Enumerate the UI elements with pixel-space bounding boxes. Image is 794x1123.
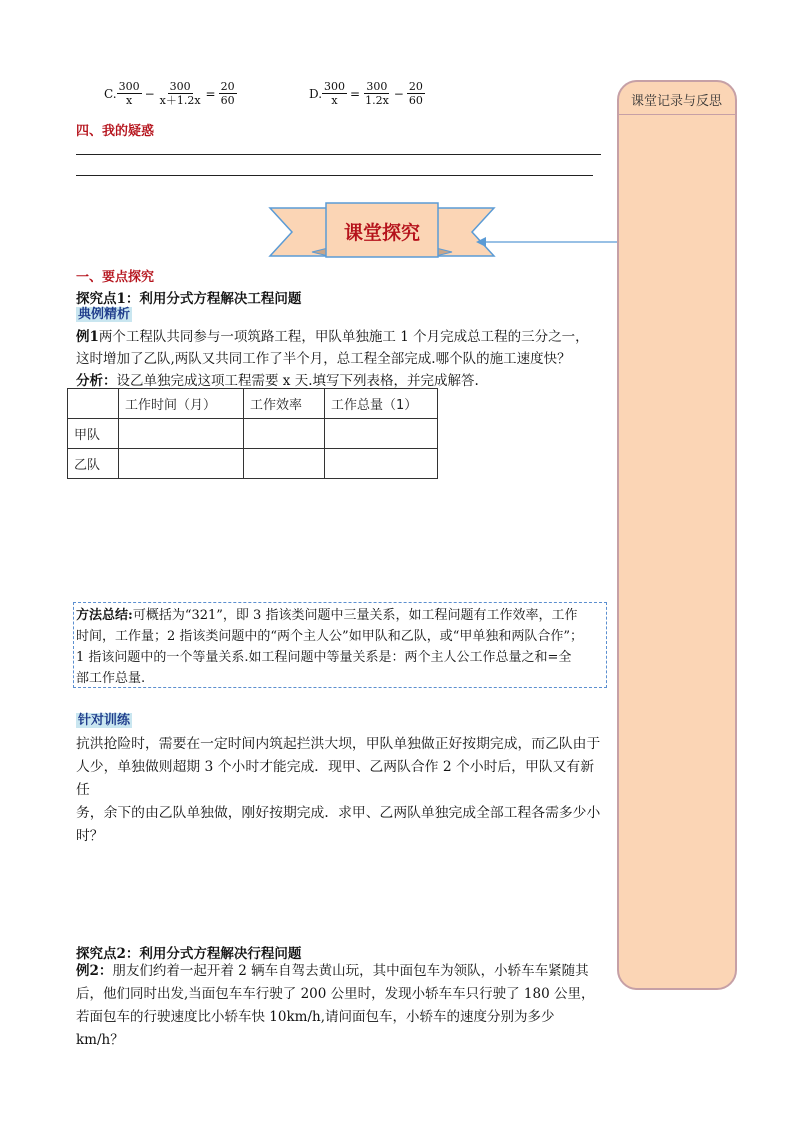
table-cell[interactable] <box>244 419 325 449</box>
sidebar-divider <box>619 114 735 115</box>
method-summary <box>76 605 606 689</box>
example2 <box>76 960 606 1052</box>
probe2-title: 探究点2：利用分式方程解决行程问题 <box>76 946 302 962</box>
table-cell[interactable] <box>325 419 438 449</box>
analysis-text: 设乙单独完成这项工程需要 x 天.填写下列表格，并完成解答. <box>116 373 479 389</box>
table-cell: 乙队 <box>68 449 119 479</box>
fraction <box>363 80 391 107</box>
table-cell[interactable] <box>325 449 438 479</box>
fraction <box>117 80 142 107</box>
banner-ribbon-left <box>270 208 328 256</box>
example2-line <box>76 960 606 983</box>
example-label: 例2： <box>76 963 113 979</box>
example1-text: 两个工程队共同参与一项筑路工程，甲队单独施工 1 个月完成总工程的三分之一， <box>98 329 589 345</box>
arrow <box>472 232 622 252</box>
tag-example <box>76 307 132 322</box>
banner <box>268 200 496 264</box>
table-header-cell: 工作总量（1） <box>325 389 438 419</box>
training-text: 务，余下的由乙队单独做，刚好按期完成．求甲、乙两队单独完成全部工程各需多少小 <box>76 805 601 821</box>
numerator: 20 <box>408 80 423 93</box>
operator: = <box>205 86 216 101</box>
method-label: 方法总结: <box>76 608 133 623</box>
numerator: 20 <box>220 80 235 93</box>
option-d <box>309 80 425 107</box>
method-text: 1 指该问题中的一个等量关系.如工程问题中等量关系是：两个主人公工作总量之和=全 <box>76 650 572 665</box>
table-header-cell: 工作效率 <box>244 389 325 419</box>
table-row <box>68 419 438 449</box>
method-line <box>76 605 606 626</box>
numerator: 300 <box>366 80 388 93</box>
probe1-title: 探究点1：利用分式方程解决工程问题 <box>76 291 302 307</box>
fraction <box>219 80 237 107</box>
denominator: 1.2x <box>365 94 389 107</box>
fraction <box>158 80 203 107</box>
example2-text: 若面包车的行驶速度比小轿车快 10km/h,请问面包车，小轿车的速度分别为多少 km/h？ <box>76 1009 555 1048</box>
option-letter: D. <box>309 86 323 101</box>
table-cell[interactable] <box>119 449 244 479</box>
option-letter: C. <box>104 86 117 101</box>
table-cell[interactable] <box>244 449 325 479</box>
example2-text: 朋友们约着一起开着 2 辆车自驾去黄山玩，其中面包车为领队，小轿车车紧随其 <box>112 963 589 979</box>
table-row <box>68 449 438 479</box>
example-label: 例1 <box>76 329 99 345</box>
answer-line <box>76 154 601 155</box>
tag-training <box>76 713 132 728</box>
section4-title: 四、我的疑惑 <box>76 124 155 139</box>
training-text: 抗洪抢险时，需要在一定时间内筑起拦洪大坝，甲队单独做正好按期完成，而乙队由于 <box>76 736 601 752</box>
operator: − <box>393 86 404 101</box>
arrow-head-icon <box>476 237 486 247</box>
numerator: 300 <box>324 80 346 93</box>
analysis-label: 分析： <box>76 373 117 389</box>
notes-sidebar <box>617 80 737 990</box>
banner-text: 课堂探究 <box>343 222 421 244</box>
denominator: x <box>331 94 338 107</box>
training-problem <box>76 733 606 848</box>
method-text: 部工作总量. <box>76 671 146 686</box>
method-text: 时间，工作量；2 指该类问题中的“两个主人公”如甲队和乙队，或“甲单独和两队合作”； <box>76 629 583 644</box>
denominator: 60 <box>220 94 235 107</box>
table-cell[interactable] <box>119 419 244 449</box>
training-text: 时？ <box>76 828 104 844</box>
tag-label: 针对训练 <box>78 713 131 728</box>
key-points-title: 一、要点探究 <box>76 270 155 285</box>
example1-text: 这时增加了乙队,两队又共同工作了半个月，总工程全部完成.哪个队的施工速度快？ <box>76 351 571 367</box>
denominator: x＋1.2x <box>159 94 201 107</box>
table-header-row <box>68 389 438 419</box>
tag-label: 典例精析 <box>78 307 131 322</box>
numerator: 300 <box>169 80 191 93</box>
denominator: 60 <box>408 94 423 107</box>
fraction <box>407 80 425 107</box>
method-text: 可概括为“321”，即 3 指该类问题中三量关系，如工程问题有工作效率，工作 <box>132 608 578 623</box>
operator: = <box>350 86 361 101</box>
sidebar-title: 课堂记录与反思 <box>631 94 723 109</box>
table-cell: 甲队 <box>68 419 119 449</box>
answer-line <box>76 175 593 176</box>
training-text: 人少，单独做则超期 3 个小时才能完成．现甲、乙两队合作 2 个小时后，甲队又有新任 <box>76 759 594 798</box>
denominator: x <box>125 94 133 107</box>
operator: − <box>144 86 155 101</box>
table-header-cell: 工作时间（月） <box>119 389 244 419</box>
example1-line <box>76 326 606 348</box>
option-c <box>104 80 237 107</box>
table-header-cell <box>68 389 119 419</box>
fraction <box>322 80 347 107</box>
example1 <box>76 326 606 392</box>
numerator: 300 <box>118 80 140 93</box>
work-table <box>67 388 438 479</box>
example2-text: 后，他们同时出发,当面包车车行驶了 200 公里时，发现小轿车车只行驶了 180 公里， <box>76 986 595 1002</box>
